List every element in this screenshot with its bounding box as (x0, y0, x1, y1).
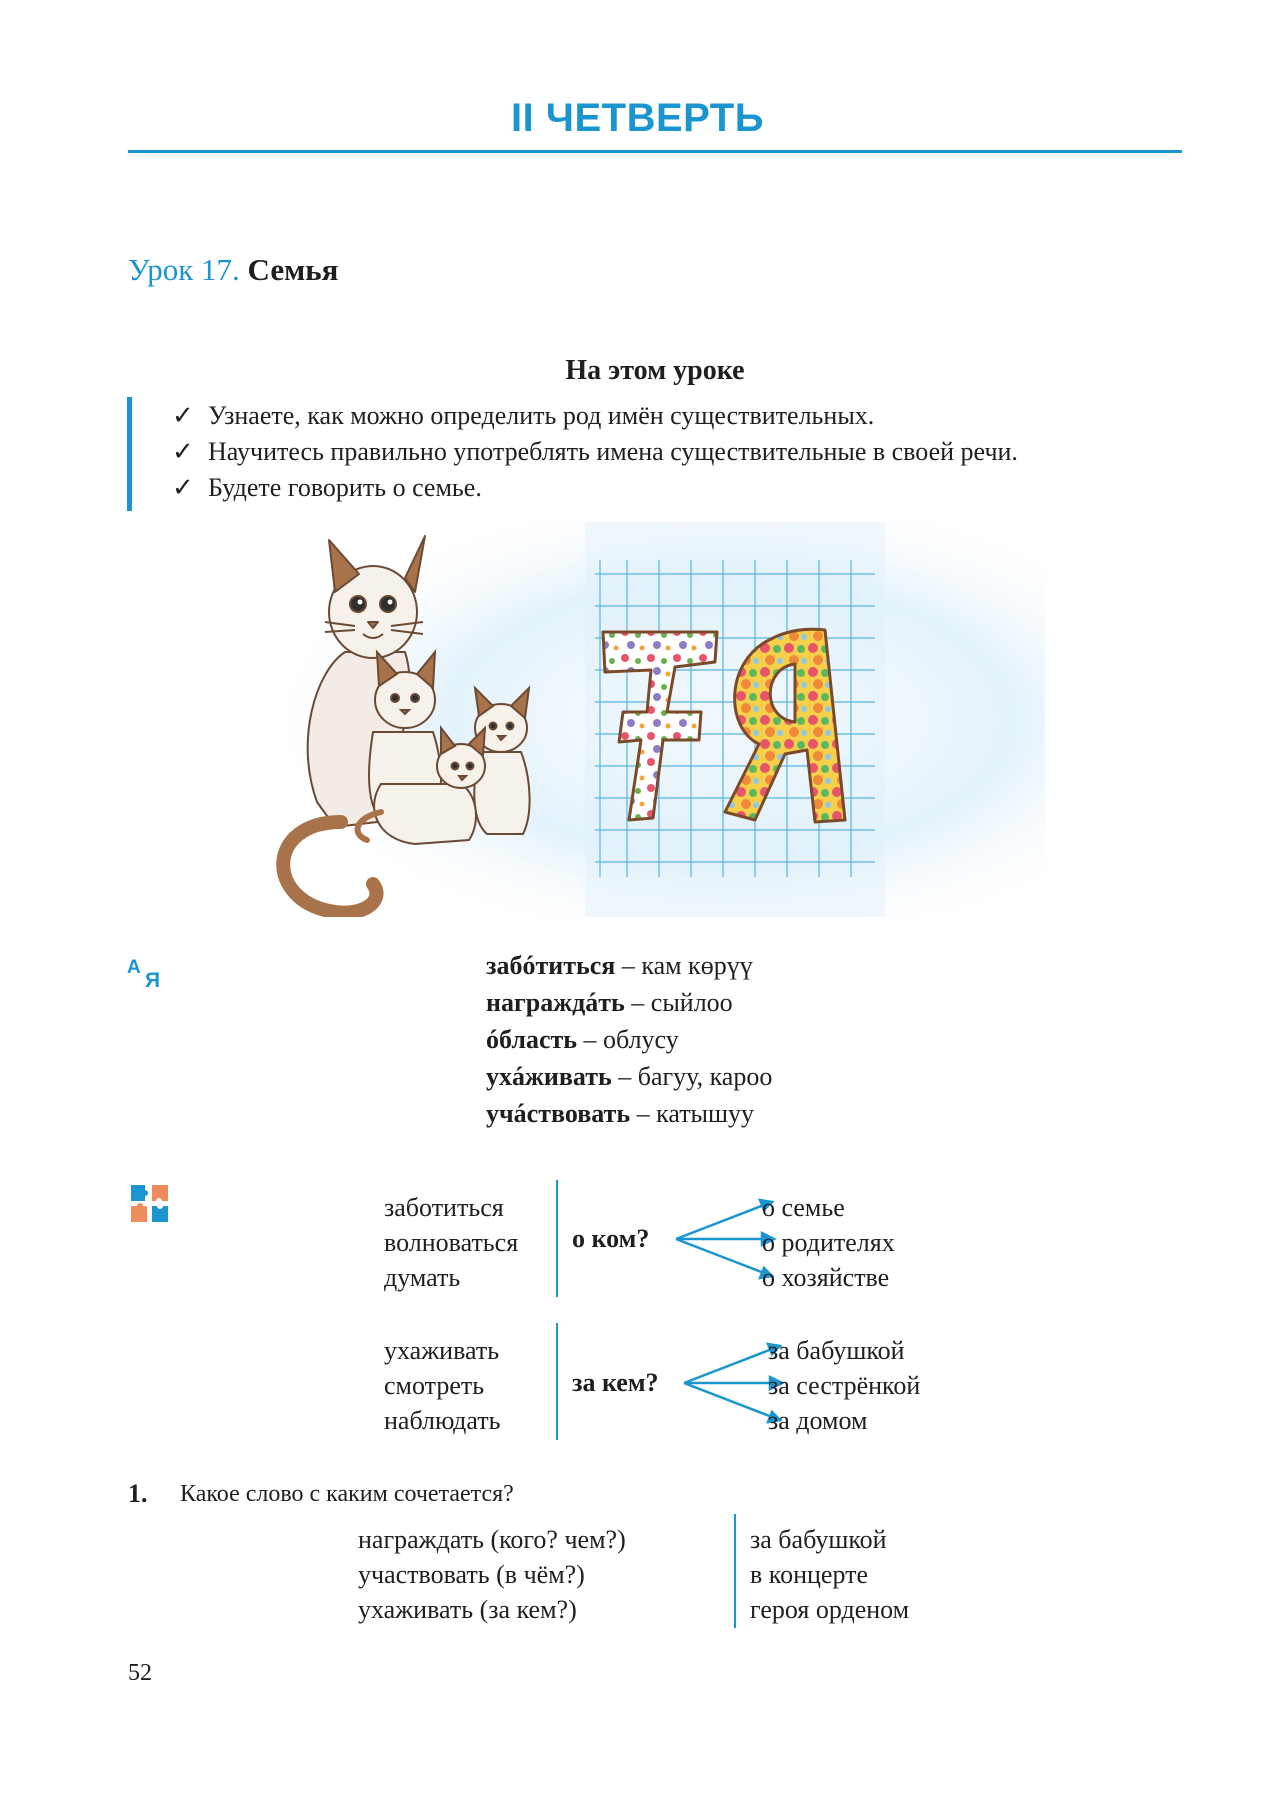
group-1-verbs (384, 1190, 518, 1295)
vocab-word: ухáживать (486, 1062, 612, 1091)
group-1-divider (556, 1180, 558, 1297)
vocab-entry (486, 1095, 772, 1132)
vocabulary-icon (127, 957, 177, 997)
vocab-translation: багуу, кароо (637, 1062, 773, 1091)
lesson-name: Семья (247, 252, 339, 287)
exercise-left-item: ухаживать (за кем?) (358, 1595, 577, 1624)
exercise-number: 1. (128, 1479, 148, 1508)
title-rule (128, 150, 1182, 153)
answer: о хозяйстве (762, 1263, 890, 1292)
lesson-number: Урок 17. (128, 252, 240, 287)
vocab-word: награждáть (486, 988, 625, 1017)
answer: за сестрёнкой (768, 1371, 921, 1400)
group-2-question: за кем? (572, 1368, 659, 1397)
vocab-dash: – (621, 951, 635, 980)
answer: о семье (762, 1193, 845, 1222)
group-2-verbs (384, 1333, 500, 1438)
goals-bar (127, 397, 132, 511)
verb: ухаживать (384, 1336, 500, 1365)
lesson-title (128, 252, 338, 288)
group-1-question: о ком? (572, 1224, 650, 1253)
quarter-title: II ЧЕТВЕРТЬ (511, 96, 764, 140)
answer: о родителях (762, 1228, 895, 1257)
goal-item (172, 398, 1018, 434)
page-number: 52 (128, 1660, 152, 1686)
vocab-word: забóтиться (486, 951, 616, 980)
answer: за бабушкой (768, 1336, 905, 1365)
verb: наблюдать (384, 1406, 501, 1435)
goals-heading: На этом уроке (565, 355, 745, 386)
goal-item (172, 470, 1018, 506)
vocab-translation: катышуу (656, 1099, 755, 1128)
exercise-right-column (750, 1522, 909, 1627)
vocab-word: óбласть (486, 1025, 577, 1054)
verb: смотреть (384, 1371, 485, 1400)
vocab-translation: облусу (603, 1025, 679, 1054)
vocab-word: учáствовать (486, 1099, 631, 1128)
vocab-dash: – (618, 1062, 632, 1091)
vocab-icon-letter-a: А (127, 957, 141, 978)
vocab-icon-letter-ya: Я (145, 969, 161, 992)
verb: думать (384, 1263, 461, 1292)
goal-text: Узнаете, как можно определить род имён существительных. (208, 401, 875, 430)
exercise-right-item: в концерте (750, 1560, 869, 1589)
exercise-right-item: героя орденом (750, 1595, 910, 1624)
puzzle-icon (128, 1182, 174, 1228)
vocab-translation: сыйлоо (650, 988, 733, 1017)
goal-item (172, 434, 1018, 470)
vocab-entry (486, 984, 772, 1021)
exercise-left-item: участвовать (в чём?) (358, 1560, 585, 1589)
vocab-entry (486, 1021, 772, 1058)
answer: за домом (768, 1406, 868, 1435)
check-icon: ✓ (172, 401, 194, 430)
goal-text: Будете говорить о семье. (208, 473, 482, 502)
vocab-translation: кам көрүү (641, 951, 753, 980)
verb: заботиться (384, 1193, 504, 1222)
family-illustration (255, 522, 1045, 917)
exercise-left-column (358, 1522, 626, 1627)
vocab-dash: – (631, 988, 645, 1017)
exercise-right-item: за бабушкой (750, 1525, 887, 1554)
vocab-dash: – (636, 1099, 650, 1128)
group-1-answers (762, 1190, 895, 1295)
exercise-text: Какое слово с каким сочетается? (180, 1481, 514, 1507)
verb: волноваться (384, 1228, 519, 1257)
check-icon: ✓ (172, 437, 194, 466)
group-2-answers (768, 1333, 920, 1438)
check-icon: ✓ (172, 473, 194, 502)
exercise-divider (734, 1514, 736, 1628)
goal-text: Научитесь правильно употреблять имена существительные в своей речи. (208, 437, 1018, 466)
vocab-dash: – (583, 1025, 597, 1054)
vocab-entry (486, 1058, 772, 1095)
vocabulary-list (486, 947, 772, 1132)
goals-list (172, 398, 1018, 506)
exercise-left-item: награждать (кого? чем?) (358, 1525, 626, 1554)
group-2-divider (556, 1323, 558, 1440)
vocab-entry (486, 947, 772, 984)
